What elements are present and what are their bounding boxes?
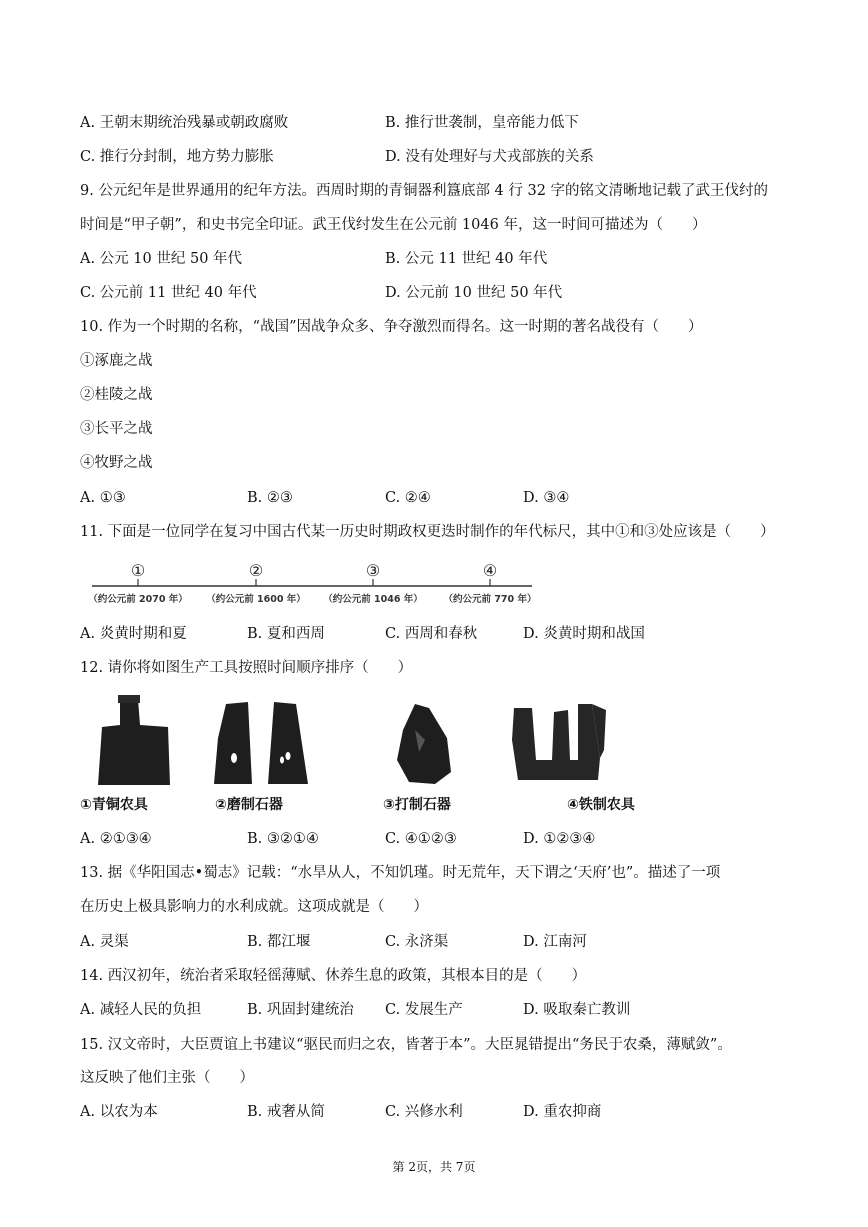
timeline-label-2: （约公元前 1600 年） [206, 594, 306, 605]
iron-tool-image [508, 700, 618, 786]
polished-stone-tool-image [208, 698, 318, 788]
q13-stem-line1: 13. 据《华阳国志•蜀志》记载：“水旱从人，不知饥瑾。时无荒年，天下谓之‘天府’也”。描述了一项 [80, 865, 721, 881]
q9-option-d: D. 公元前 10 世纪 50 年代 [385, 285, 563, 301]
q11-option-b: B. 夏和西周 [247, 626, 325, 642]
q13-option-b: B. 都江堰 [247, 934, 311, 950]
q10-item-1: ①涿鹿之战 [80, 353, 153, 369]
q8-option-b: B. 推行世袭制，皇帝能力低下 [385, 115, 579, 131]
q9-stem-line2: 时间是“甲子朝”，和史书完全印证。武王伐纣发生在公元前 1046 年，这一时间可描述为（ ） [80, 217, 707, 233]
q11-option-d: D. 炎黄时期和战国 [523, 626, 645, 642]
q11-option-a: A. 炎黄时期和夏 [80, 626, 187, 642]
chipped-stone-tool-image [385, 700, 465, 790]
q10-item-2: ②桂陵之战 [80, 387, 153, 403]
q15-option-c: C. 兴修水利 [385, 1104, 463, 1120]
q11-option-c: C. 西周和春秋 [385, 626, 478, 642]
q10-item-4: ④牧野之战 [80, 455, 153, 471]
q11-stem: 11. 下面是一位同学在复习中国古代某一历史时期政权更迭时制作的年代标尺，其中①和③处应该是（ ） [80, 524, 775, 540]
q14-option-b: B. 巩固封建统治 [247, 1002, 354, 1018]
q9-option-b: B. 公元 11 世纪 40 年代 [385, 251, 548, 267]
q14-option-a: A. 减轻人民的负担 [80, 1002, 202, 1018]
q13-option-c: C. 永济渠 [385, 934, 449, 950]
q13-stem-line2: 在历史上极具影响力的水利成就。这项成就是（ ） [80, 899, 428, 915]
timeline-label-1: （约公元前 2070 年） [88, 594, 188, 605]
q10-stem: 10. 作为一个时期的名称，“战国”因战争众多、争夺激烈而得名。这一时期的著名战役有（ ） [80, 319, 703, 335]
q15-stem-line1: 15. 汉文帝时，大臣贾谊上书建议“驱民而归之农，皆著于本”。大臣晁错提出“务民于农桑，薄赋敛”。 [80, 1037, 732, 1053]
timeline-label-4: （约公元前 770 年） [443, 594, 537, 605]
q12-option-b: B. ③②①④ [247, 831, 319, 847]
timeline-mark-1: ① [130, 561, 146, 580]
bronze-tool-image [80, 695, 190, 787]
q14-stem: 14. 西汉初年，统治者采取轻徭薄赋、休养生息的政策，其根本目的是（ ） [80, 968, 587, 984]
q15-option-a: A. 以农为本 [80, 1104, 158, 1120]
q12-tools-figure [80, 690, 680, 820]
q9-option-c: C. 公元前 11 世纪 40 年代 [80, 285, 257, 301]
timeline-mark-3: ③ [365, 561, 381, 580]
q15-option-d: D. 重农抑商 [523, 1104, 602, 1120]
q15-stem-line2: 这反映了他们主张（ ） [80, 1070, 254, 1086]
q13-option-d: D. 江南河 [523, 934, 587, 950]
q12-stem: 12. 请你将如图生产工具按照时间顺序排序（ ） [80, 660, 413, 676]
q8-option-c: C. 推行分封制，地方势力膨胀 [80, 149, 274, 165]
q10-option-d: D. ③④ [523, 490, 570, 506]
q10-item-3: ③长平之战 [80, 421, 153, 437]
q10-option-c: C. ②④ [385, 490, 431, 506]
q13-option-a: A. 灵渠 [80, 934, 129, 950]
q10-option-a: A. ①③ [80, 490, 126, 506]
page-footer: 第 2页，共 7页 [392, 1160, 476, 1174]
q12-option-c: C. ④①②③ [385, 831, 457, 847]
tool-caption-4: ④铁制农具 [567, 797, 635, 813]
tool-caption-2: ②磨制石器 [215, 797, 283, 813]
q12-option-a: A. ②①③④ [80, 831, 152, 847]
timeline-label-3: （约公元前 1046 年） [323, 594, 423, 605]
q15-option-b: B. 戒奢从简 [247, 1104, 325, 1120]
q9-stem-line1: 9. 公元纪年是世界通用的纪年方法。西周时期的青铜器利簋底部 4 行 32 字的铭文清晰地记载了武王伐纣的 [80, 183, 769, 199]
q10-option-b: B. ②③ [247, 490, 293, 506]
q9-option-a: A. 公元 10 世纪 50 年代 [80, 251, 243, 267]
q14-option-c: C. 发展生产 [385, 1002, 463, 1018]
q8-option-d: D. 没有处理好与犬戎部族的关系 [385, 149, 594, 165]
q14-option-d: D. 吸取秦亡教训 [523, 1002, 631, 1018]
tool-caption-1: ①青铜农具 [80, 797, 148, 813]
tool-caption-3: ③打制石器 [383, 797, 451, 813]
q11-timeline [80, 560, 550, 610]
timeline-mark-2: ② [248, 561, 264, 580]
timeline-mark-4: ④ [482, 561, 498, 580]
q12-option-d: D. ①②③④ [523, 831, 596, 847]
q8-option-a: A. 王朝末期统治残暴或朝政腐败 [80, 115, 289, 131]
